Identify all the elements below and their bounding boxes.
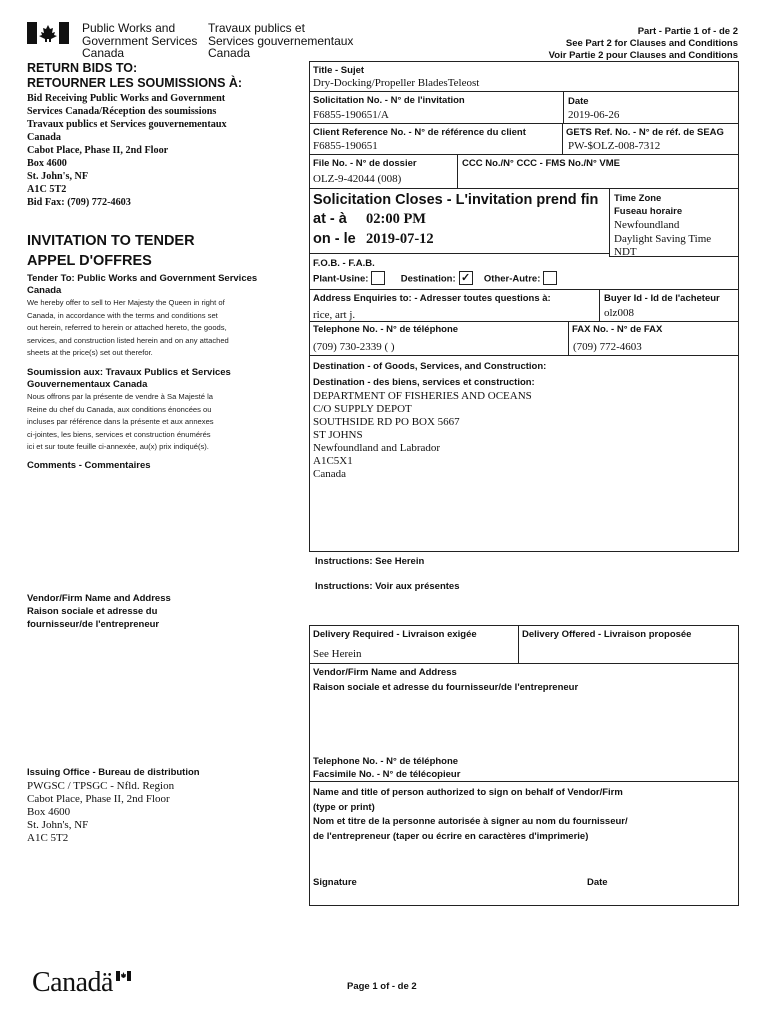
signature-label: Signature bbox=[313, 877, 357, 888]
solicitation-no-value: F6855-190651/A bbox=[313, 109, 389, 121]
telephone-label: Telephone No. - N° de téléphone bbox=[313, 324, 459, 335]
time-zone-label: Time Zone Fuseau horaire bbox=[614, 193, 683, 217]
closing-time-value: 02:00 PM bbox=[366, 211, 426, 227]
fob-options: Plant-Usine: Destination: ✓ Other-Autre: bbox=[313, 272, 557, 286]
authorized-person-label: Name and title of person authorized to sign on behalf of Vendor/Firm (type or print) Nom et titre de la personne autorisée à signer au nom du fournisseur/ de l'entrepreneur (taper ou écrire en caractères d'imprimerie) bbox=[313, 787, 628, 842]
vendor-firm-label-left: Vendor/Firm Name and Address Raison sociale et adresse du fournisseur/de l'entrepreneur bbox=[27, 593, 171, 630]
issuing-office-label: Issuing Office - Bureau de distribution bbox=[27, 767, 200, 778]
tel-fax-label: Telephone No. - N° de téléphone Facsimile No. - N° de télécopieur bbox=[313, 756, 461, 780]
authorized-person-field[interactable] bbox=[311, 846, 737, 872]
closing-date-label: on - le bbox=[313, 231, 356, 247]
canada-wordmark-flag-icon bbox=[116, 968, 131, 978]
closing-date-value: 2019-07-12 bbox=[366, 231, 434, 247]
solicitation-no-label: Solicitation No. - N° de l'invitation bbox=[313, 95, 465, 106]
tender-to-label: Tender To: Public Works and Government Services Canada bbox=[27, 273, 258, 296]
delivery-required-label: Delivery Required - Livraison exigée bbox=[313, 629, 477, 640]
destination-goods-label: Destination - of Goods, Services, and Construction: Destination - des biens, services et construction: bbox=[313, 361, 547, 388]
address-enquiries-label: Address Enquiries to: - Adresser toutes questions à: bbox=[313, 293, 551, 304]
delivery-offered-field[interactable] bbox=[520, 642, 736, 661]
client-ref-value: F6855-190651 bbox=[313, 140, 378, 152]
issuing-office-address: PWGSC / TPSGC - Nfld. Region Cabot Place, Phase II, 2nd Floor Box 4600 St. John's, NF A1C 5T2 bbox=[27, 780, 175, 844]
title-label: Title - Sujet bbox=[313, 65, 365, 76]
return-bids-title: RETURN BIDS TO: RETOURNER LES SOUMISSIONS À: bbox=[27, 61, 243, 90]
address-enquiries-value: rice, art j. bbox=[313, 309, 356, 321]
plant-checkbox[interactable] bbox=[371, 271, 385, 285]
delivery-offered-label: Delivery Offered - Livraison proposée bbox=[522, 629, 692, 640]
gets-ref-value: PW-$OLZ-008-7312 bbox=[568, 140, 661, 152]
delivery-required-value: See Herein bbox=[313, 648, 362, 660]
solicitation-closes-label: Solicitation Closes - L'invitation prend fin bbox=[313, 192, 599, 208]
buyer-id-label: Buyer Id - Id de l'acheteur bbox=[604, 293, 720, 304]
instructions-en: Instructions: See Herein bbox=[315, 556, 425, 567]
gets-ref-label: GETS Ref. No. - N° de réf. de SEAG bbox=[566, 127, 724, 138]
fax-value: (709) 772-4603 bbox=[573, 341, 642, 353]
page-number: Page 1 of - de 2 bbox=[347, 981, 417, 992]
tender-to-body: We hereby offer to sell to Her Majesty the Queen in right of Canada, in accordance with the terms and conditions set out herein, referred to herein or attached hereto, the goods, services, and construction listed herein and on any attached sheets at the price(s) set out therefor. bbox=[27, 298, 229, 357]
soumission-label: Soumission aux: Travaux Publics et Services Gouvernementaux Canada bbox=[27, 367, 231, 390]
telephone-value: (709) 730-2339 ( ) bbox=[313, 341, 395, 353]
vendor-firm-label: Vendor/Firm Name and Address Raison sociale et adresse du fournisseur/de l'entrepreneur bbox=[313, 667, 579, 693]
file-no-value: OLZ-9-42044 (008) bbox=[313, 173, 402, 185]
canada-flag-logo bbox=[27, 22, 69, 44]
soumission-body: Nous offrons par la présente de vendre à Sa Majesté la Reine du chef du Canada, aux conditions énoncées ou incluses par référence dans la présente et aux annexes ci-jointes, les biens, services et construction énumérés ici et sur toute feuille ci-annexée, au(x) prix indiqué(s). bbox=[27, 392, 214, 451]
fax-label: FAX No. - N° de FAX bbox=[572, 324, 663, 335]
part-indicator: Part - Partie 1 of - de 2 See Part 2 for Clauses and Conditions Voir Partie 2 pour Clauses and Conditions bbox=[548, 26, 738, 61]
date-value: 2019-06-26 bbox=[568, 109, 620, 121]
date-label: Date bbox=[568, 96, 589, 107]
file-no-label: File No. - N° de dossier bbox=[313, 158, 417, 169]
invitation-title: INVITATION TO TENDER APPEL D'OFFRES bbox=[27, 233, 195, 269]
closing-time-label: at - à bbox=[313, 211, 347, 227]
instructions-fr: Instructions: Voir aux présentes bbox=[315, 581, 460, 592]
comments-label: Comments - Commentaires bbox=[27, 460, 151, 471]
canada-wordmark: Canadä bbox=[32, 967, 113, 998]
time-zone-value: Newfoundland Daylight Saving Time NDT bbox=[614, 219, 712, 258]
client-ref-label: Client Reference No. - N° de référence du client bbox=[313, 127, 526, 138]
buyer-id-value: olz008 bbox=[604, 307, 634, 319]
department-name-en: Public Works and Government Services Canada bbox=[82, 21, 198, 60]
return-bids-address: Bid Receiving Public Works and Government Services Canada/Réception des soumissions Travaux publics et Services gouvernementaux Canada Cabot Place, Phase II, 2nd Floor Box 4600 St. John's, NF A1C 5T2 Bid Fax: (709) 772-4603 bbox=[27, 93, 227, 208]
fob-label: F.O.B. - F.A.B. bbox=[313, 258, 375, 269]
other-checkbox[interactable] bbox=[543, 271, 557, 285]
ccc-no-label: CCC No./N° CCC - FMS No./N° VME bbox=[462, 158, 621, 169]
destination-checkbox[interactable]: ✓ bbox=[459, 271, 473, 285]
vendor-firm-field[interactable] bbox=[311, 697, 737, 752]
destination-address: DEPARTMENT OF FISHERIES AND OCEANS C/O SUPPLY DEPOT SOUTHSIDE RD PO BOX 5667 ST JOHNS Newfoundland and Labrador A1C5X1 Canada bbox=[313, 390, 532, 480]
signature-date-label: Date bbox=[587, 877, 608, 888]
department-name-fr: Travaux publics et Services gouvernementaux Canada bbox=[208, 21, 354, 60]
title-value: Dry-Docking/Propeller BladesTeleost bbox=[313, 77, 480, 89]
